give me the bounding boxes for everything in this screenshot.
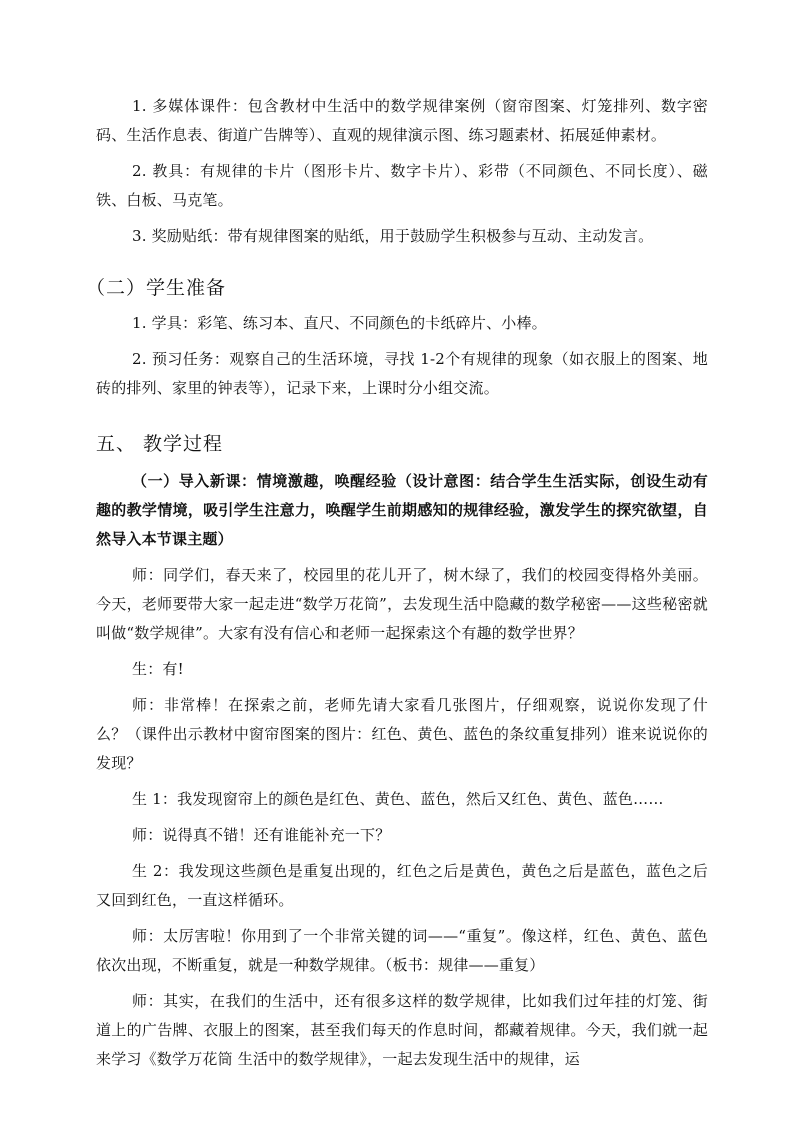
student-prep-item-2: 2. 预习任务：观察自己的生活环境，寻找 1-2个有规律的现象（如衣服上的图案、地砖的排列、家里的钟表等），记录下来，上课时分小组交流。	[96, 350, 708, 397]
dialogue-line-4: 生 1：我发现窗帘上的颜色是红色、黄色、蓝色，然后又红色、黄色、蓝色……	[132, 790, 664, 808]
section-heading-teaching-process: 五、 教学过程	[96, 433, 224, 455]
dialogue-line-7: 师：太厉害啦！你用到了一个非常关键的词——“重复”。像这样，红色、黄色、蓝色依次出现，不断重复，就是一种数学规律。（板书：规律——重复）	[96, 927, 708, 974]
dialogue-line-5: 师：说得真不错！还有谁能补充一下？	[132, 826, 391, 844]
dialogue-line-3: 师：非常棒！在探索之前，老师先请大家看几张图片，仔细观察，说说你发现了什么？（课件出示教材中窗帘图案的图片：红色、黄色、蓝色的条纹重复排列）谁来说说你的发现？	[96, 696, 708, 772]
teacher-prep-item-1: 1. 多媒体课件：包含教材中生活中的数学规律案例（窗帘图案、灯笼排列、数字密码、生活作息表、街道广告牌等）、直观的规律演示图、练习题素材、拓展延伸素材。	[96, 97, 708, 144]
intro-section-title: （一）导入新课：情境激趣，唤醒经验（设计意图：结合学生生活实际，创设生动有趣的教学情境，吸引学生注意力，唤醒学生前期感知的规律经验，激发学生的探究欲望，自然导入本节课主题）	[96, 472, 708, 548]
teacher-prep-item-3: 3. 奖励贴纸：带有规律图案的贴纸，用于鼓励学生积极参与互动、主动发言。	[132, 227, 654, 245]
student-prep-item-1: 1. 学具：彩笔、练习本、直尺、不同颜色的卡纸碎片、小棒。	[132, 314, 547, 332]
section-heading-student-prep: （二）学生准备	[86, 277, 227, 299]
teacher-prep-item-2: 2. 教具：有规律的卡片（图形卡片、数字卡片）、彩带（不同颜色、不同长度）、磁铁、白板、马克笔。	[96, 162, 708, 209]
dialogue-line-8: 师：其实，在我们的生活中，还有很多这样的数学规律，比如我们过年挂的灯笼、街道上的广告牌、衣服上的图案，甚至我们每天的作息时间，都藏着规律。今天，我们就一起来学习《数学万花筒 生活中的数学规律》，一起去发现生活中的规律，运	[96, 992, 708, 1068]
dialogue-line-2: 生：有!	[132, 660, 184, 678]
dialogue-line-6: 生 2：我发现这些颜色是重复出现的，红色之后是黄色，黄色之后是蓝色，蓝色之后又回到红色，一直这样循环。	[96, 862, 708, 909]
document-page	[86, 92, 708, 1074]
dialogue-line-1: 师：同学们，春天来了，校园里的花儿开了，树木绿了，我们的校园变得格外美丽。今天，老师要带大家一起走进“数学万花筒”，去发现生活中隐藏的数学秘密——这些秘密就叫做“数学规律”。大家有没有信心和老师一起探索这个有趣的数学世界？	[96, 566, 708, 642]
